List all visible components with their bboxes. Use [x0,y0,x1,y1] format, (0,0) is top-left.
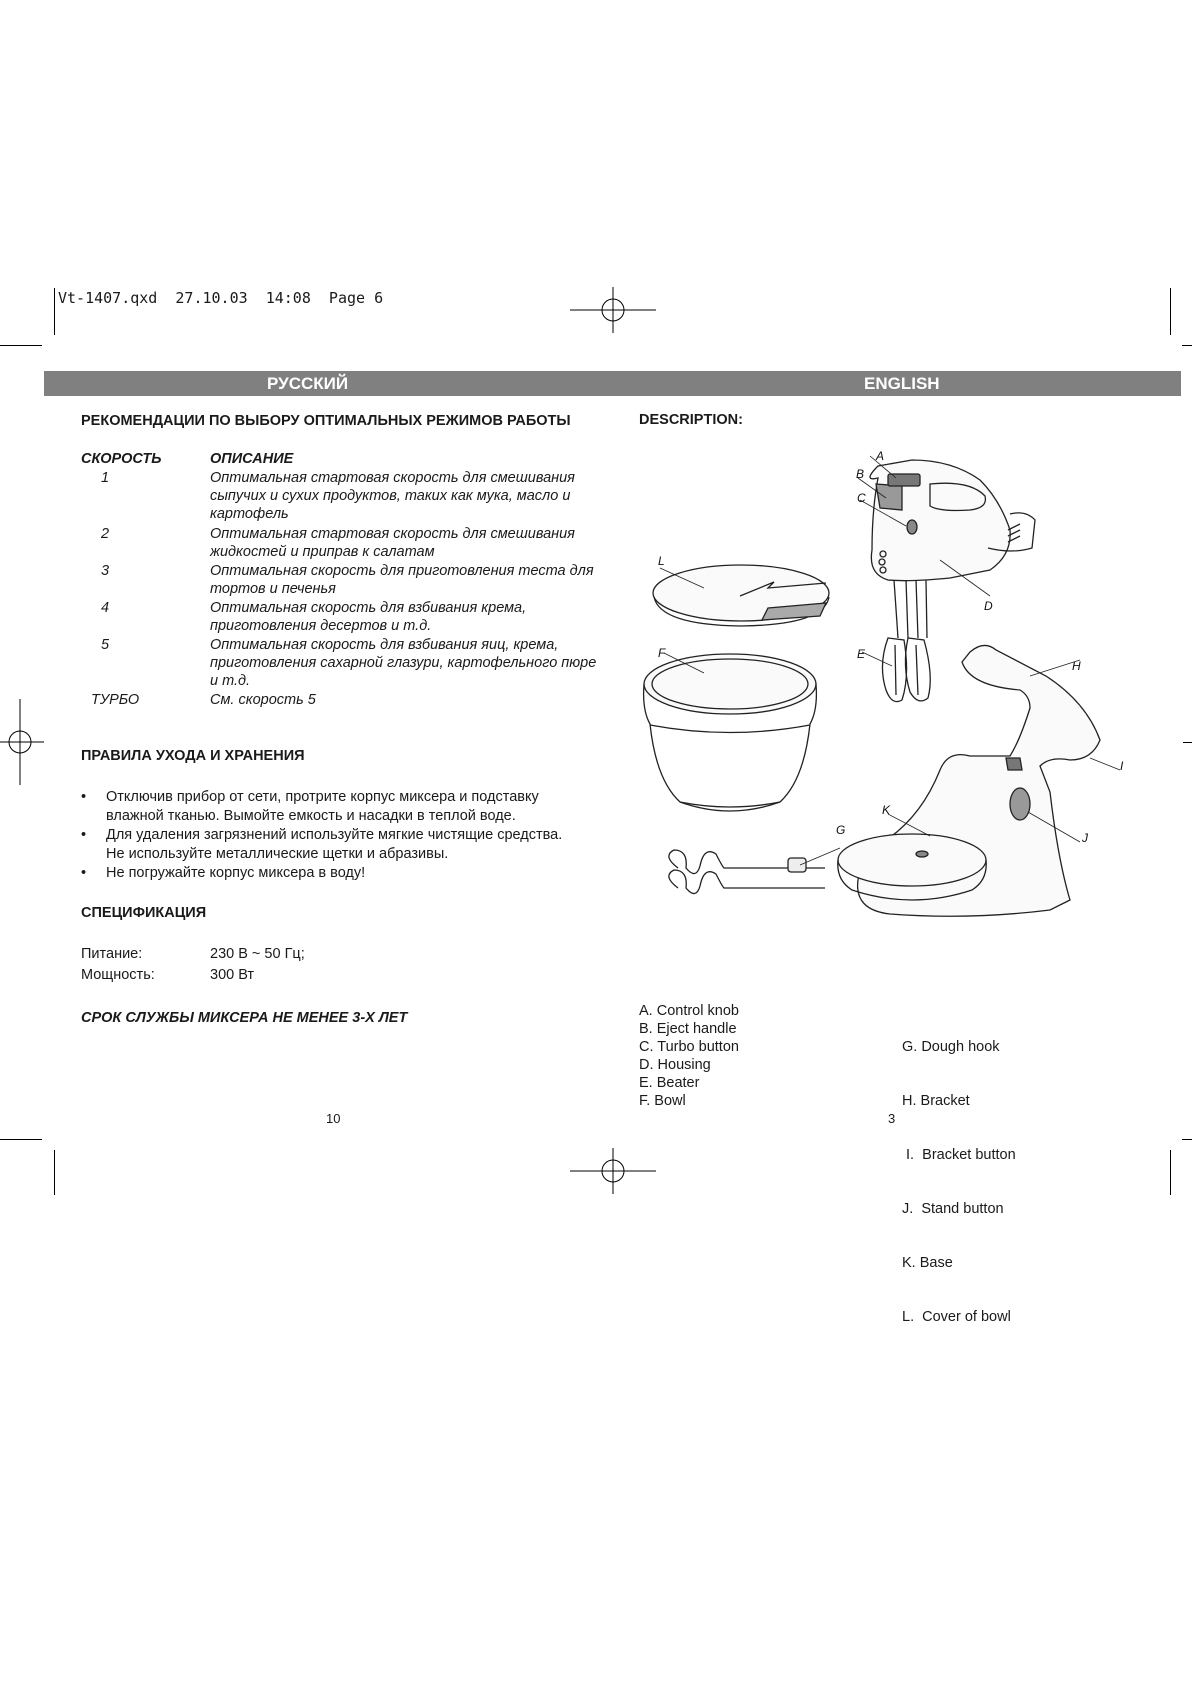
speed-value: 2 [101,526,110,542]
speed-description: Оптимальная скорость для взбивания яиц, крема, приготовления сахарной глазури, картофельного пюре и т.д. [210,637,597,689]
legend-item: J. Stand button [902,1201,1004,1217]
diagram-label-i: I [1120,759,1124,773]
page-number-right: 3 [888,1111,896,1126]
lifetime-note: СРОК СЛУЖБЫ МИКСЕРА НЕ МЕНЕЕ 3-Х ЛЕТ [81,1010,408,1026]
registration-mark-right [1183,742,1192,743]
legend-item: I. Bracket button [902,1147,1016,1163]
care-title: ПРАВИЛА УХОДА И ХРАНЕНИЯ [81,748,305,764]
diagram-label-l: L [658,554,665,568]
description-title: DESCRIPTION: [639,412,743,428]
legend-left [639,1002,739,1110]
speed-description: См. скорость 5 [210,692,316,708]
speed-value: ТУРБО [91,692,140,708]
diagram-label-f: F [658,646,666,660]
legend-item: C. Turbo button [639,1039,739,1055]
registration-mark-left [0,697,46,787]
speed-description: Оптимальная скорость для приготовления теста для тортов и печенья [210,563,594,597]
speed-value: 4 [101,600,110,616]
legend-item: L. Cover of bowl [902,1309,1011,1325]
mixer-diagram [640,440,1124,930]
legend-item: H. Bracket [902,1093,970,1109]
speed-column-header: СКОРОСТЬ [81,451,162,467]
speed-description: Оптимальная скорость для взбивания крема, приготовления десертов и т.д. [210,600,527,634]
diagram-label-h: H [1072,659,1081,673]
legend-item: A. Control knob [639,1003,739,1019]
russian-header-bar [44,371,640,396]
legend-item: K. Base [902,1255,953,1271]
description-column-header: ОПИСАНИЕ [210,451,294,467]
diagram-label-c: C [857,491,866,505]
russian-header-title: РУССКИЙ [267,374,349,393]
spec-title: СПЕЦИФИКАЦИЯ [81,905,207,921]
english-header-bar [640,371,1181,396]
spec-label: Питание: [81,946,143,962]
legend-item: G. Dough hook [902,1039,1000,1055]
diagram-label-d: D [984,599,993,613]
speed-description: Оптимальная стартовая скорость для смешивания жидкостей и приправ к салатам [210,526,575,560]
speed-value: 5 [101,637,110,653]
english-header-title: ENGLISH [864,374,940,393]
legend-item: D. Housing [639,1057,711,1073]
spec-value: 230 В ~ 50 Гц; [210,946,305,962]
recommendations-title: РЕКОМЕНДАЦИИ ПО ВЫБОРУ ОПТИМАЛЬНЫХ РЕЖИМОВ РАБОТЫ [81,413,571,429]
legend-item: F. Bowl [639,1093,686,1109]
spec-value: 300 Вт [210,967,255,983]
speed-value: 3 [101,563,110,579]
registration-mark-bottom [568,1148,658,1198]
print-slug: Vt-1407.qxd 27.10.03 14:08 Page 6 [58,289,384,307]
diagram-label-e: E [857,647,866,661]
diagram-label-j: J [1082,831,1088,845]
legend-item: B. Eject handle [639,1021,737,1037]
diagram-label-b: B [856,467,865,481]
diagram-label-g: G [836,823,846,837]
legend-item: E. Beater [639,1075,700,1091]
diagram-label-k: K [882,803,891,817]
page-number-left: 10 [326,1111,341,1126]
diagram-label-a: A [876,449,885,463]
speed-value: 1 [101,470,110,486]
legend-right [902,1002,1016,1344]
speed-description: Оптимальная стартовая скорость для смешивания сыпучих и сухих продуктов, таких как мука, масло и картофель [210,470,575,522]
spec-label: Мощность: [81,967,155,983]
registration-mark-top [568,287,658,337]
